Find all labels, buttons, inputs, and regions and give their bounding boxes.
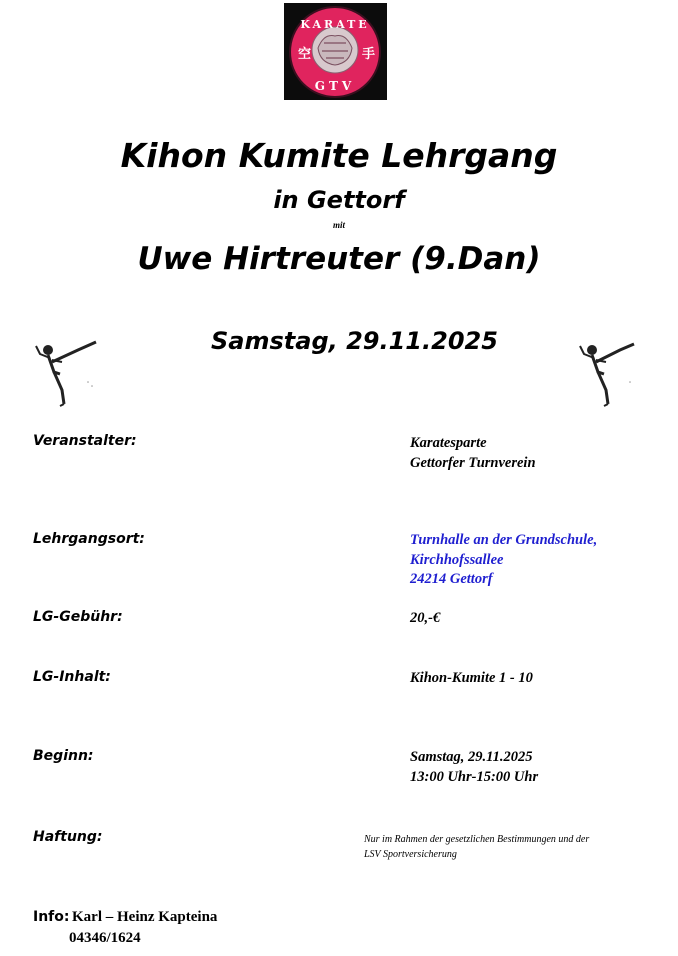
value-line: LSV Sportversicherung (364, 849, 457, 860)
value-line: 20,-€ (410, 610, 441, 626)
value-line: Karatesparte (410, 435, 487, 451)
value-line: Turnhalle an der Grundschule, (410, 532, 598, 548)
value-veranstalter (410, 434, 536, 473)
value-line: Gettorfer Turnverein (410, 454, 536, 471)
value-line: 13:00 Uhr-15:00 Uhr (410, 768, 539, 785)
value-beginn (410, 748, 538, 787)
logo-bottom-text: GTV (314, 79, 356, 93)
label-inhalt: LG-Inhalt: (33, 669, 111, 685)
svg-text:手: 手 (362, 47, 376, 62)
event-date: Samstag, 29.11.2025 (211, 327, 498, 355)
logo-arc-text: KARATE (300, 18, 370, 31)
value-lehrgangsort (410, 531, 597, 590)
karate-kick-figure-icon (572, 332, 642, 412)
label-gebuehr: LG-Gebühr: (33, 609, 123, 625)
value-gebuehr (410, 609, 440, 629)
value-line: 24214 Gettorf (410, 571, 493, 587)
value-line: Samstag, 29.11.2025 (410, 749, 533, 765)
info-phone: 04346/1624 (69, 930, 141, 946)
page-subtitle: in Gettorf (273, 186, 405, 214)
value-haftung (364, 832, 589, 862)
value-line: Nur im Rahmen der gesetzlichen Bestimmungen und der (364, 834, 590, 845)
value-inhalt (410, 669, 533, 689)
label-beginn: Beginn: (33, 748, 94, 764)
karate-kick-figure-icon (30, 332, 100, 412)
value-line: Kirchhofssallee (410, 551, 504, 568)
label-haftung: Haftung: (33, 829, 103, 845)
info-contact-name: Karl – Heinz Kapteina (72, 909, 218, 925)
teacher-name: Uwe Hirtreuter (9.Dan) (137, 241, 541, 277)
value-line: Kihon-Kumite 1 - 10 (410, 670, 533, 686)
svg-text:空: 空 (298, 47, 312, 62)
label-veranstalter: Veranstalter: (33, 433, 137, 449)
mit-label: mit (332, 220, 345, 230)
label-lehrgangsort: Lehrgangsort: (33, 531, 145, 547)
page-title: Kihon Kumite Lehrgang (120, 136, 558, 175)
karate-gtv-logo (284, 3, 387, 100)
info-label: Info: (33, 909, 70, 925)
